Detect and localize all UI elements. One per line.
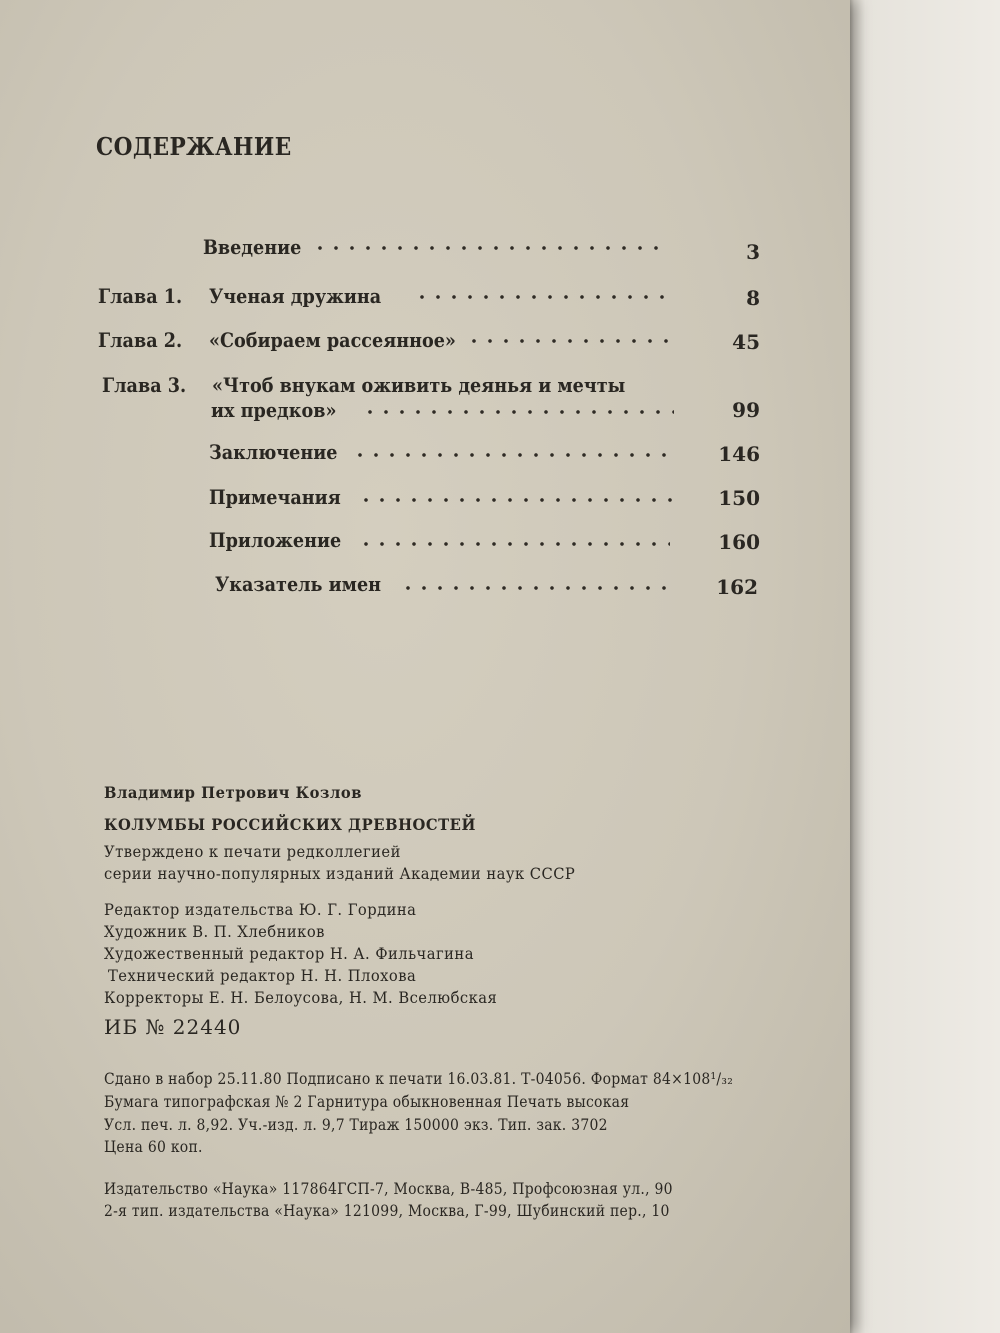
- toc-chapter-2-label: Глава 2.: [98, 328, 183, 352]
- toc-leader-dots: [312, 244, 670, 252]
- toc-title-introduction: Введение: [203, 235, 302, 259]
- toc-leader-dots: [466, 337, 674, 345]
- imprint-tech-editor: Технический редактор Н. Н. Плохова: [108, 966, 417, 985]
- toc-page-chapter-2: 45: [732, 330, 760, 354]
- toc-title-appendix: Приложение: [209, 528, 342, 552]
- toc-leader-dots: [358, 496, 674, 504]
- toc-page-name-index: 162: [716, 575, 758, 599]
- toc-leader-dots: [400, 584, 670, 592]
- imprint-printer: 2-я тип. издательства «Наука» 121099, Москва, Г-99, Шубинский пер., 10: [104, 1202, 670, 1220]
- imprint-print-line-1: Сдано в набор 25.11.80 Подписано к печати 16.03.81. Т-04056. Формат 84×108¹/₃₂: [104, 1070, 734, 1088]
- toc-page-appendix: 160: [718, 530, 760, 554]
- toc-title-chapter-2: «Собираем рассеянное»: [209, 328, 456, 352]
- imprint-approved-line-2: серии научно-популярных изданий Академии наук СССР: [104, 864, 576, 883]
- imprint-book-title: КОЛУМБЫ РОССИЙСКИХ ДРЕВНОСТЕЙ: [104, 815, 476, 834]
- imprint-ib-number: ИБ № 22440: [104, 1015, 242, 1039]
- imprint-price: Цена 60 коп.: [104, 1138, 203, 1156]
- imprint-editor: Редактор издательства Ю. Г. Гордина: [104, 900, 417, 919]
- toc-title-name-index: Указатель имен: [215, 572, 382, 596]
- toc-title-chapter-3-cont: их предков»: [211, 398, 337, 422]
- toc-title-chapter-1: Ученая дружина: [209, 284, 382, 308]
- toc-leader-dots: [362, 408, 674, 416]
- toc-title-notes: Примечания: [209, 485, 341, 509]
- toc-page-chapter-3: 99: [732, 398, 760, 422]
- toc-leader-dots: [352, 451, 670, 459]
- imprint-print-line-3: Усл. печ. л. 8,92. Уч.-изд. л. 9,7 Тираж 150000 экз. Тип. зак. 3702: [104, 1116, 608, 1134]
- toc-title-conclusion: Заключение: [209, 440, 338, 464]
- toc-leader-dots: [414, 293, 674, 301]
- toc-chapter-1-label: Глава 1.: [98, 284, 183, 308]
- toc-chapter-3-label: Глава 3.: [102, 373, 187, 397]
- imprint-print-line-2: Бумага типографская № 2 Гарнитура обыкновенная Печать высокая: [104, 1093, 630, 1111]
- toc-page-conclusion: 146: [718, 442, 760, 466]
- toc-page-chapter-1: 8: [746, 286, 760, 310]
- adjacent-page: [866, 0, 1000, 1333]
- imprint-approved-line-1: Утверждено к печати редколлегией: [104, 842, 401, 861]
- imprint-correctors: Корректоры Е. Н. Белоусова, Н. М. Вселюбская: [104, 988, 498, 1007]
- toc-title-chapter-3: «Чтоб внукам оживить деянья и мечты: [212, 373, 626, 397]
- imprint-art-editor: Художественный редактор Н. А. Фильчагина: [104, 944, 474, 963]
- toc-page-introduction: 3: [746, 240, 760, 264]
- page-title: СОДЕРЖАНИЕ: [96, 132, 292, 161]
- toc-leader-dots: [358, 540, 670, 548]
- imprint-artist: Художник В. П. Хлебников: [104, 922, 325, 941]
- toc-page-notes: 150: [718, 486, 760, 510]
- imprint-publisher: Издательство «Наука» 117864ГСП-7, Москва, В-485, Профсоюзная ул., 90: [104, 1180, 673, 1198]
- imprint-author: Владимир Петрович Козлов: [104, 783, 363, 802]
